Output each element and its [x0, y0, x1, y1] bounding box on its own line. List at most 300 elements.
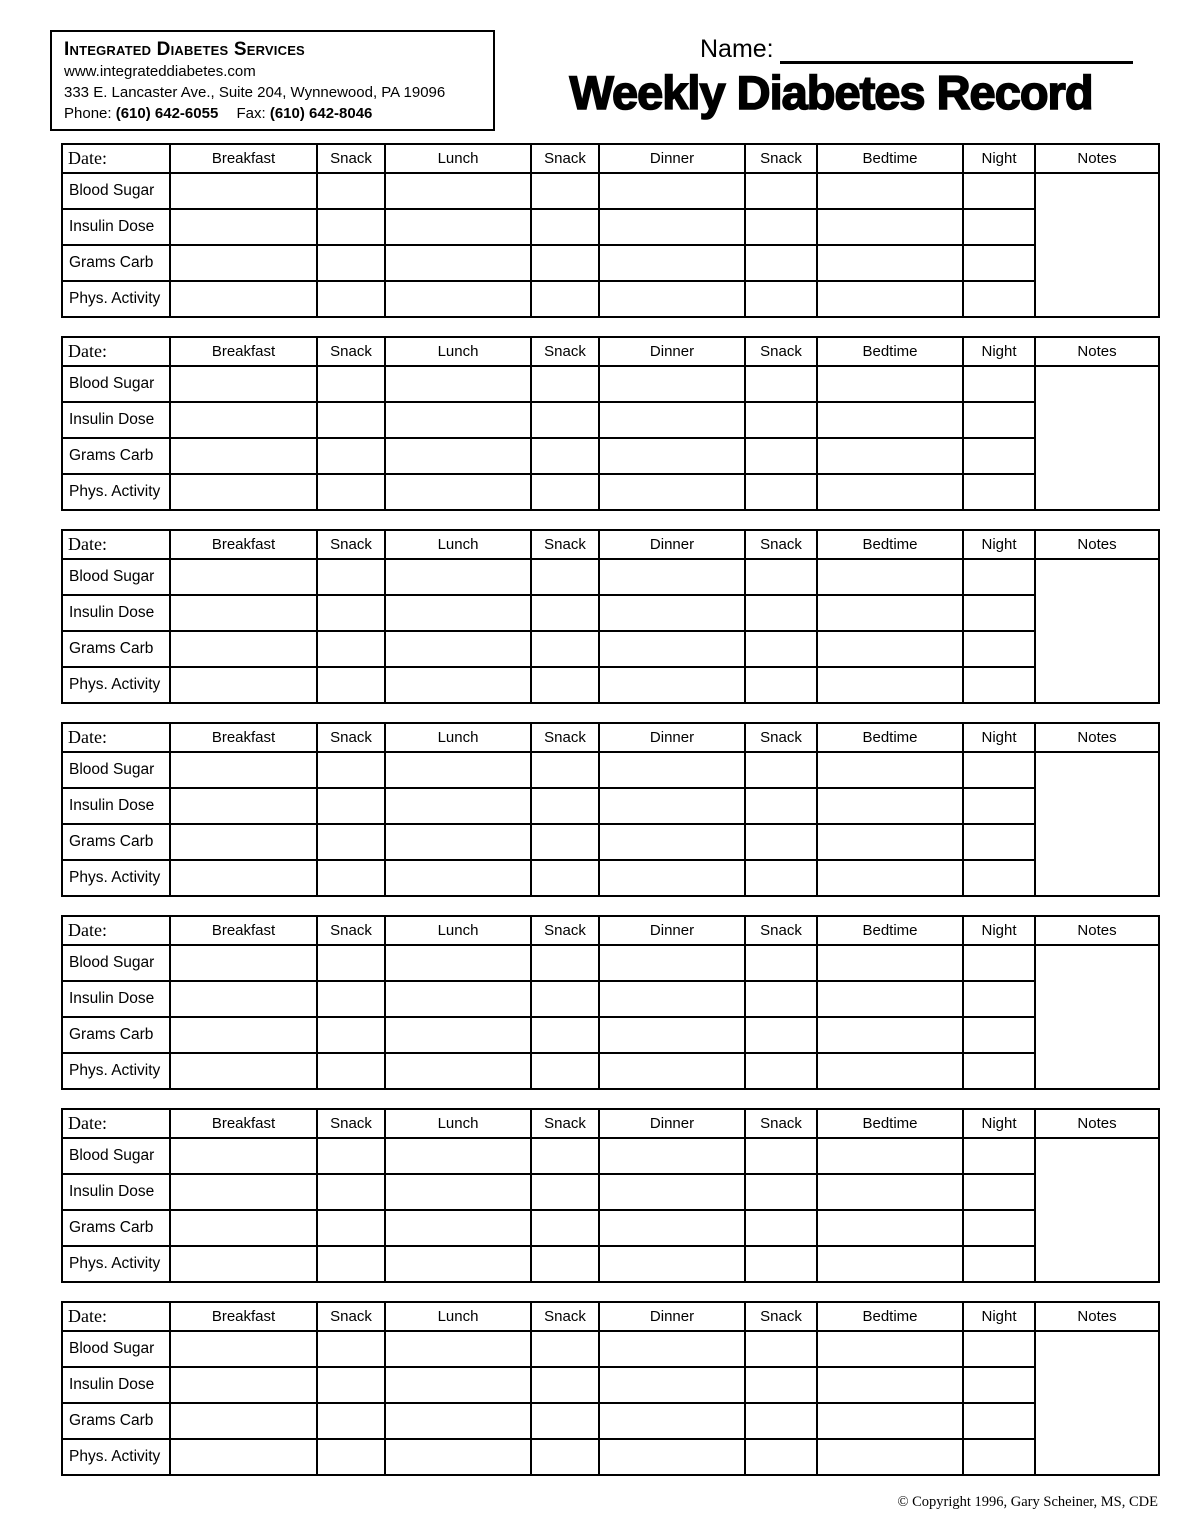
entry-cell[interactable]	[745, 1367, 817, 1403]
notes-entry-cell[interactable]	[1035, 559, 1159, 703]
entry-cell[interactable]	[385, 631, 531, 667]
entry-cell[interactable]	[599, 824, 745, 860]
entry-cell[interactable]	[531, 860, 599, 896]
entry-cell[interactable]	[531, 1246, 599, 1282]
col-header-notes: Notes	[1035, 723, 1159, 752]
entry-cell[interactable]	[745, 1017, 817, 1053]
entry-cell[interactable]	[170, 752, 317, 788]
entry-cell[interactable]	[817, 945, 963, 981]
entry-cell[interactable]	[531, 1331, 599, 1367]
col-header-snack-pm: Snack	[531, 337, 599, 366]
entry-cell[interactable]	[963, 281, 1035, 317]
entry-cell[interactable]	[385, 1053, 531, 1089]
col-header-snack-eve: Snack	[745, 337, 817, 366]
entry-cell[interactable]	[963, 981, 1035, 1017]
col-header-dinner: Dinner	[599, 916, 745, 945]
entry-cell[interactable]	[385, 1138, 531, 1174]
entry-cell[interactable]	[317, 559, 385, 595]
entry-cell[interactable]	[385, 209, 531, 245]
entry-cell[interactable]	[745, 860, 817, 896]
entry-cell[interactable]	[317, 1138, 385, 1174]
entry-cell[interactable]	[531, 402, 599, 438]
entry-cell[interactable]	[963, 474, 1035, 510]
entry-cell[interactable]	[317, 860, 385, 896]
entry-cell[interactable]	[817, 402, 963, 438]
entry-cell[interactable]	[817, 860, 963, 896]
entry-cell[interactable]	[963, 1246, 1035, 1282]
entry-cell[interactable]	[817, 595, 963, 631]
entry-cell[interactable]	[531, 366, 599, 402]
entry-cell[interactable]	[599, 1331, 745, 1367]
entry-cell[interactable]	[599, 1138, 745, 1174]
entry-cell[interactable]	[385, 1367, 531, 1403]
entry-cell[interactable]	[170, 860, 317, 896]
entry-cell[interactable]	[531, 209, 599, 245]
weekly-record-table	[61, 529, 1160, 704]
entry-cell[interactable]	[599, 788, 745, 824]
entry-cell[interactable]	[963, 559, 1035, 595]
col-header-snack-eve: Snack	[745, 144, 817, 173]
entry-cell[interactable]	[745, 1246, 817, 1282]
row-label-insulin-dose: Insulin Dose	[62, 1174, 170, 1210]
entry-cell[interactable]	[745, 1138, 817, 1174]
entry-cell[interactable]	[599, 1403, 745, 1439]
entry-cell[interactable]	[170, 281, 317, 317]
col-header-breakfast: Breakfast	[170, 530, 317, 559]
col-header-notes: Notes	[1035, 1109, 1159, 1138]
entry-cell[interactable]	[317, 595, 385, 631]
entry-cell[interactable]	[817, 1174, 963, 1210]
notes-entry-cell[interactable]	[1035, 173, 1159, 317]
entry-cell[interactable]	[745, 667, 817, 703]
entry-cell[interactable]	[963, 438, 1035, 474]
entry-cell[interactable]	[745, 1053, 817, 1089]
entry-cell[interactable]	[385, 474, 531, 510]
entry-cell[interactable]	[599, 667, 745, 703]
entry-cell[interactable]	[599, 1210, 745, 1246]
entry-cell[interactable]	[385, 366, 531, 402]
entry-cell[interactable]	[531, 631, 599, 667]
entry-cell[interactable]	[385, 595, 531, 631]
entry-cell[interactable]	[317, 1403, 385, 1439]
row-label-blood-sugar: Blood Sugar	[62, 945, 170, 981]
entry-cell[interactable]	[531, 1174, 599, 1210]
entry-cell[interactable]	[745, 474, 817, 510]
entry-cell[interactable]	[817, 667, 963, 703]
col-header-snack-pm: Snack	[531, 723, 599, 752]
entry-cell[interactable]	[599, 1367, 745, 1403]
entry-cell[interactable]	[745, 402, 817, 438]
entry-cell[interactable]	[317, 438, 385, 474]
entry-cell[interactable]	[745, 945, 817, 981]
col-header-dinner: Dinner	[599, 530, 745, 559]
phone-label: Phone:	[64, 105, 112, 122]
entry-cell[interactable]	[963, 752, 1035, 788]
row-label-insulin-dose: Insulin Dose	[62, 1367, 170, 1403]
entry-cell[interactable]	[170, 1403, 317, 1439]
row-label-phys-activity: Phys. Activity	[62, 860, 170, 896]
entry-cell[interactable]	[599, 1017, 745, 1053]
entry-cell[interactable]	[170, 1138, 317, 1174]
col-header-lunch: Lunch	[385, 723, 531, 752]
entry-cell[interactable]	[170, 595, 317, 631]
entry-cell[interactable]	[963, 209, 1035, 245]
notes-entry-cell[interactable]	[1035, 752, 1159, 896]
entry-cell[interactable]	[317, 1367, 385, 1403]
col-header-bedtime: Bedtime	[817, 530, 963, 559]
entry-cell[interactable]	[385, 1331, 531, 1367]
entry-cell[interactable]	[817, 1403, 963, 1439]
entry-cell[interactable]	[817, 1053, 963, 1089]
row-label-grams-carb: Grams Carb	[62, 631, 170, 667]
entry-cell[interactable]	[317, 1174, 385, 1210]
clinic-website: www.integrateddiabetes.com	[64, 63, 256, 80]
notes-entry-cell[interactable]	[1035, 945, 1159, 1089]
entry-cell[interactable]	[963, 1174, 1035, 1210]
entry-cell[interactable]	[170, 667, 317, 703]
entry-cell[interactable]	[745, 631, 817, 667]
entry-cell[interactable]	[170, 631, 317, 667]
entry-cell[interactable]	[385, 245, 531, 281]
col-header-breakfast: Breakfast	[170, 916, 317, 945]
entry-cell[interactable]	[817, 788, 963, 824]
entry-cell[interactable]	[531, 1017, 599, 1053]
entry-cell[interactable]	[170, 824, 317, 860]
entry-cell[interactable]	[385, 1017, 531, 1053]
entry-cell[interactable]	[317, 474, 385, 510]
row-label-blood-sugar: Blood Sugar	[62, 1138, 170, 1174]
entry-cell[interactable]	[745, 245, 817, 281]
entry-cell[interactable]	[385, 281, 531, 317]
entry-cell[interactable]	[385, 981, 531, 1017]
row-label-grams-carb: Grams Carb	[62, 438, 170, 474]
weekly-record-table	[61, 722, 1160, 897]
entry-cell[interactable]	[745, 438, 817, 474]
entry-cell[interactable]	[745, 788, 817, 824]
entry-cell[interactable]	[170, 1331, 317, 1367]
entry-cell[interactable]	[599, 474, 745, 510]
col-header-snack-eve: Snack	[745, 723, 817, 752]
notes-entry-cell[interactable]	[1035, 1331, 1159, 1475]
entry-cell[interactable]	[317, 945, 385, 981]
entry-cell[interactable]	[599, 1246, 745, 1282]
entry-cell[interactable]	[599, 209, 745, 245]
entry-cell[interactable]	[317, 1210, 385, 1246]
entry-cell[interactable]	[963, 824, 1035, 860]
entry-cell[interactable]	[745, 981, 817, 1017]
fax-number: (610) 642-8046	[269, 105, 373, 122]
row-label-phys-activity: Phys. Activity	[62, 1053, 170, 1089]
col-header-snack-pm: Snack	[531, 1109, 599, 1138]
col-header-snack-am: Snack	[317, 337, 385, 366]
entry-cell[interactable]	[745, 1403, 817, 1439]
entry-cell[interactable]	[745, 1174, 817, 1210]
col-header-bedtime: Bedtime	[817, 723, 963, 752]
entry-cell[interactable]	[170, 1053, 317, 1089]
entry-cell[interactable]	[531, 559, 599, 595]
row-label-phys-activity: Phys. Activity	[62, 1439, 170, 1475]
col-header-snack-pm: Snack	[531, 1302, 599, 1331]
col-header-night: Night	[963, 1302, 1035, 1331]
entry-cell[interactable]	[817, 1246, 963, 1282]
entry-cell[interactable]	[385, 1174, 531, 1210]
col-header-snack-am: Snack	[317, 530, 385, 559]
entry-cell[interactable]	[317, 631, 385, 667]
entry-cell[interactable]	[817, 752, 963, 788]
col-header-night: Night	[963, 530, 1035, 559]
entry-cell[interactable]	[531, 438, 599, 474]
entry-cell[interactable]	[170, 402, 317, 438]
entry-cell[interactable]	[317, 1017, 385, 1053]
entry-cell[interactable]	[817, 981, 963, 1017]
entry-cell[interactable]	[385, 860, 531, 896]
entry-cell[interactable]	[599, 281, 745, 317]
date-label: Date:	[62, 337, 170, 366]
clinic-address: 333 E. Lancaster Ave., Suite 204, Wynnewood, PA 19096	[64, 84, 446, 101]
col-header-snack-eve: Snack	[745, 1109, 817, 1138]
entry-cell[interactable]	[317, 209, 385, 245]
entry-cell[interactable]	[170, 245, 317, 281]
entry-cell[interactable]	[531, 945, 599, 981]
entry-cell[interactable]	[385, 438, 531, 474]
entry-cell[interactable]	[963, 1017, 1035, 1053]
entry-cell[interactable]	[599, 173, 745, 209]
date-label: Date:	[62, 1109, 170, 1138]
col-header-snack-am: Snack	[317, 916, 385, 945]
entry-cell[interactable]	[317, 402, 385, 438]
entry-cell[interactable]	[531, 752, 599, 788]
col-header-snack-eve: Snack	[745, 1302, 817, 1331]
entry-cell[interactable]	[817, 281, 963, 317]
entry-cell[interactable]	[317, 173, 385, 209]
row-label-grams-carb: Grams Carb	[62, 1210, 170, 1246]
col-header-breakfast: Breakfast	[170, 1302, 317, 1331]
entry-cell[interactable]	[963, 1331, 1035, 1367]
entry-cell[interactable]	[385, 1246, 531, 1282]
col-header-bedtime: Bedtime	[817, 1109, 963, 1138]
name-line	[700, 34, 1133, 64]
entry-cell[interactable]	[531, 788, 599, 824]
entry-cell[interactable]	[531, 281, 599, 317]
entry-cell[interactable]	[317, 824, 385, 860]
entry-cell[interactable]	[531, 981, 599, 1017]
entry-cell[interactable]	[531, 1403, 599, 1439]
entry-cell[interactable]	[745, 559, 817, 595]
col-header-notes: Notes	[1035, 1302, 1159, 1331]
entry-cell[interactable]	[317, 667, 385, 703]
entry-cell[interactable]	[170, 1017, 317, 1053]
entry-cell[interactable]	[817, 209, 963, 245]
entry-cell[interactable]	[317, 1331, 385, 1367]
entry-cell[interactable]	[963, 1439, 1035, 1475]
entry-cell[interactable]	[317, 1439, 385, 1475]
name-label: Name:	[700, 35, 774, 63]
entry-cell[interactable]	[170, 474, 317, 510]
col-header-dinner: Dinner	[599, 337, 745, 366]
col-header-bedtime: Bedtime	[817, 1302, 963, 1331]
entry-cell[interactable]	[317, 1053, 385, 1089]
entry-cell[interactable]	[963, 1367, 1035, 1403]
entry-cell[interactable]	[599, 402, 745, 438]
copyright-line: © Copyright 1996, Gary Scheiner, MS, CDE	[897, 1494, 1158, 1510]
entry-cell[interactable]	[963, 788, 1035, 824]
entry-cell[interactable]	[599, 438, 745, 474]
entry-cell[interactable]	[170, 1174, 317, 1210]
row-label-blood-sugar: Blood Sugar	[62, 559, 170, 595]
entry-cell[interactable]	[817, 631, 963, 667]
entry-cell[interactable]	[385, 559, 531, 595]
entry-cell[interactable]	[170, 1210, 317, 1246]
row-label-insulin-dose: Insulin Dose	[62, 595, 170, 631]
entry-cell[interactable]	[817, 1439, 963, 1475]
entry-cell[interactable]	[531, 1138, 599, 1174]
entry-cell[interactable]	[817, 1017, 963, 1053]
entry-cell[interactable]	[385, 824, 531, 860]
col-header-lunch: Lunch	[385, 1302, 531, 1331]
entry-cell[interactable]	[317, 245, 385, 281]
entry-cell[interactable]	[385, 402, 531, 438]
entry-cell[interactable]	[531, 824, 599, 860]
entry-cell[interactable]	[170, 209, 317, 245]
row-label-phys-activity: Phys. Activity	[62, 474, 170, 510]
entry-cell[interactable]	[963, 595, 1035, 631]
entry-cell[interactable]	[817, 1138, 963, 1174]
entry-cell[interactable]	[599, 860, 745, 896]
entry-cell[interactable]	[531, 595, 599, 631]
entry-cell[interactable]	[599, 1053, 745, 1089]
entry-cell[interactable]	[745, 366, 817, 402]
entry-cell[interactable]	[531, 245, 599, 281]
entry-cell[interactable]	[963, 1053, 1035, 1089]
entry-cell[interactable]	[317, 1246, 385, 1282]
notes-entry-cell[interactable]	[1035, 1138, 1159, 1282]
entry-cell[interactable]	[599, 595, 745, 631]
entry-cell[interactable]	[599, 1174, 745, 1210]
entry-cell[interactable]	[599, 981, 745, 1017]
entry-cell[interactable]	[817, 559, 963, 595]
entry-cell[interactable]	[817, 173, 963, 209]
entry-cell[interactable]	[599, 1439, 745, 1475]
entry-cell[interactable]	[745, 281, 817, 317]
entry-cell[interactable]	[817, 1210, 963, 1246]
entry-cell[interactable]	[531, 173, 599, 209]
weekly-record-table	[61, 1301, 1160, 1476]
entry-cell[interactable]	[745, 1439, 817, 1475]
entry-cell[interactable]	[599, 245, 745, 281]
entry-cell[interactable]	[317, 788, 385, 824]
entry-cell[interactable]	[745, 1210, 817, 1246]
entry-cell[interactable]	[385, 945, 531, 981]
entry-cell[interactable]	[317, 752, 385, 788]
col-header-night: Night	[963, 144, 1035, 173]
entry-cell[interactable]	[745, 595, 817, 631]
entry-cell[interactable]	[385, 1210, 531, 1246]
entry-cell[interactable]	[531, 667, 599, 703]
entry-cell[interactable]	[170, 438, 317, 474]
entry-cell[interactable]	[963, 631, 1035, 667]
date-label: Date:	[62, 723, 170, 752]
col-header-snack-pm: Snack	[531, 916, 599, 945]
entry-cell[interactable]	[817, 824, 963, 860]
row-label-grams-carb: Grams Carb	[62, 245, 170, 281]
entry-cell[interactable]	[817, 245, 963, 281]
entry-cell[interactable]	[963, 667, 1035, 703]
entry-cell[interactable]	[317, 281, 385, 317]
entry-cell[interactable]	[385, 667, 531, 703]
entry-cell[interactable]	[963, 1403, 1035, 1439]
entry-cell[interactable]	[170, 173, 317, 209]
entry-cell[interactable]	[745, 752, 817, 788]
entry-cell[interactable]	[531, 1210, 599, 1246]
entry-cell[interactable]	[170, 788, 317, 824]
entry-cell[interactable]	[170, 981, 317, 1017]
entry-cell[interactable]	[817, 438, 963, 474]
entry-cell[interactable]	[170, 1246, 317, 1282]
entry-cell[interactable]	[963, 173, 1035, 209]
entry-cell[interactable]	[599, 752, 745, 788]
entry-cell[interactable]	[599, 559, 745, 595]
entry-cell[interactable]	[170, 1367, 317, 1403]
date-label: Date:	[62, 530, 170, 559]
entry-cell[interactable]	[170, 559, 317, 595]
entry-cell[interactable]	[385, 173, 531, 209]
entry-cell[interactable]	[599, 366, 745, 402]
col-header-lunch: Lunch	[385, 1109, 531, 1138]
entry-cell[interactable]	[817, 366, 963, 402]
entry-cell[interactable]	[817, 1367, 963, 1403]
entry-cell[interactable]	[317, 981, 385, 1017]
col-header-snack-am: Snack	[317, 723, 385, 752]
col-header-snack-eve: Snack	[745, 916, 817, 945]
col-header-snack-am: Snack	[317, 1109, 385, 1138]
entry-cell[interactable]	[745, 209, 817, 245]
col-header-notes: Notes	[1035, 337, 1159, 366]
entry-cell[interactable]	[385, 788, 531, 824]
col-header-night: Night	[963, 1109, 1035, 1138]
entry-cell[interactable]	[599, 945, 745, 981]
entry-cell[interactable]	[599, 631, 745, 667]
entry-cell[interactable]	[963, 402, 1035, 438]
entry-cell[interactable]	[385, 1403, 531, 1439]
entry-cell[interactable]	[170, 1439, 317, 1475]
entry-cell[interactable]	[963, 245, 1035, 281]
entry-cell[interactable]	[531, 1053, 599, 1089]
entry-cell[interactable]	[963, 1138, 1035, 1174]
row-label-insulin-dose: Insulin Dose	[62, 788, 170, 824]
entry-cell[interactable]	[170, 945, 317, 981]
entry-cell[interactable]	[963, 1210, 1035, 1246]
entry-cell[interactable]	[531, 1439, 599, 1475]
entry-cell[interactable]	[963, 860, 1035, 896]
entry-cell[interactable]	[817, 1331, 963, 1367]
col-header-bedtime: Bedtime	[817, 337, 963, 366]
entry-cell[interactable]	[745, 173, 817, 209]
entry-cell[interactable]	[531, 474, 599, 510]
row-label-blood-sugar: Blood Sugar	[62, 173, 170, 209]
entry-cell[interactable]	[385, 752, 531, 788]
entry-cell[interactable]	[745, 824, 817, 860]
entry-cell[interactable]	[963, 945, 1035, 981]
entry-cell[interactable]	[385, 1439, 531, 1475]
notes-entry-cell[interactable]	[1035, 366, 1159, 510]
name-fill-in-line[interactable]	[780, 36, 1133, 64]
entry-cell[interactable]	[170, 366, 317, 402]
entry-cell[interactable]	[745, 1331, 817, 1367]
entry-cell[interactable]	[963, 366, 1035, 402]
entry-cell[interactable]	[317, 366, 385, 402]
entry-cell[interactable]	[531, 1367, 599, 1403]
entry-cell[interactable]	[817, 474, 963, 510]
